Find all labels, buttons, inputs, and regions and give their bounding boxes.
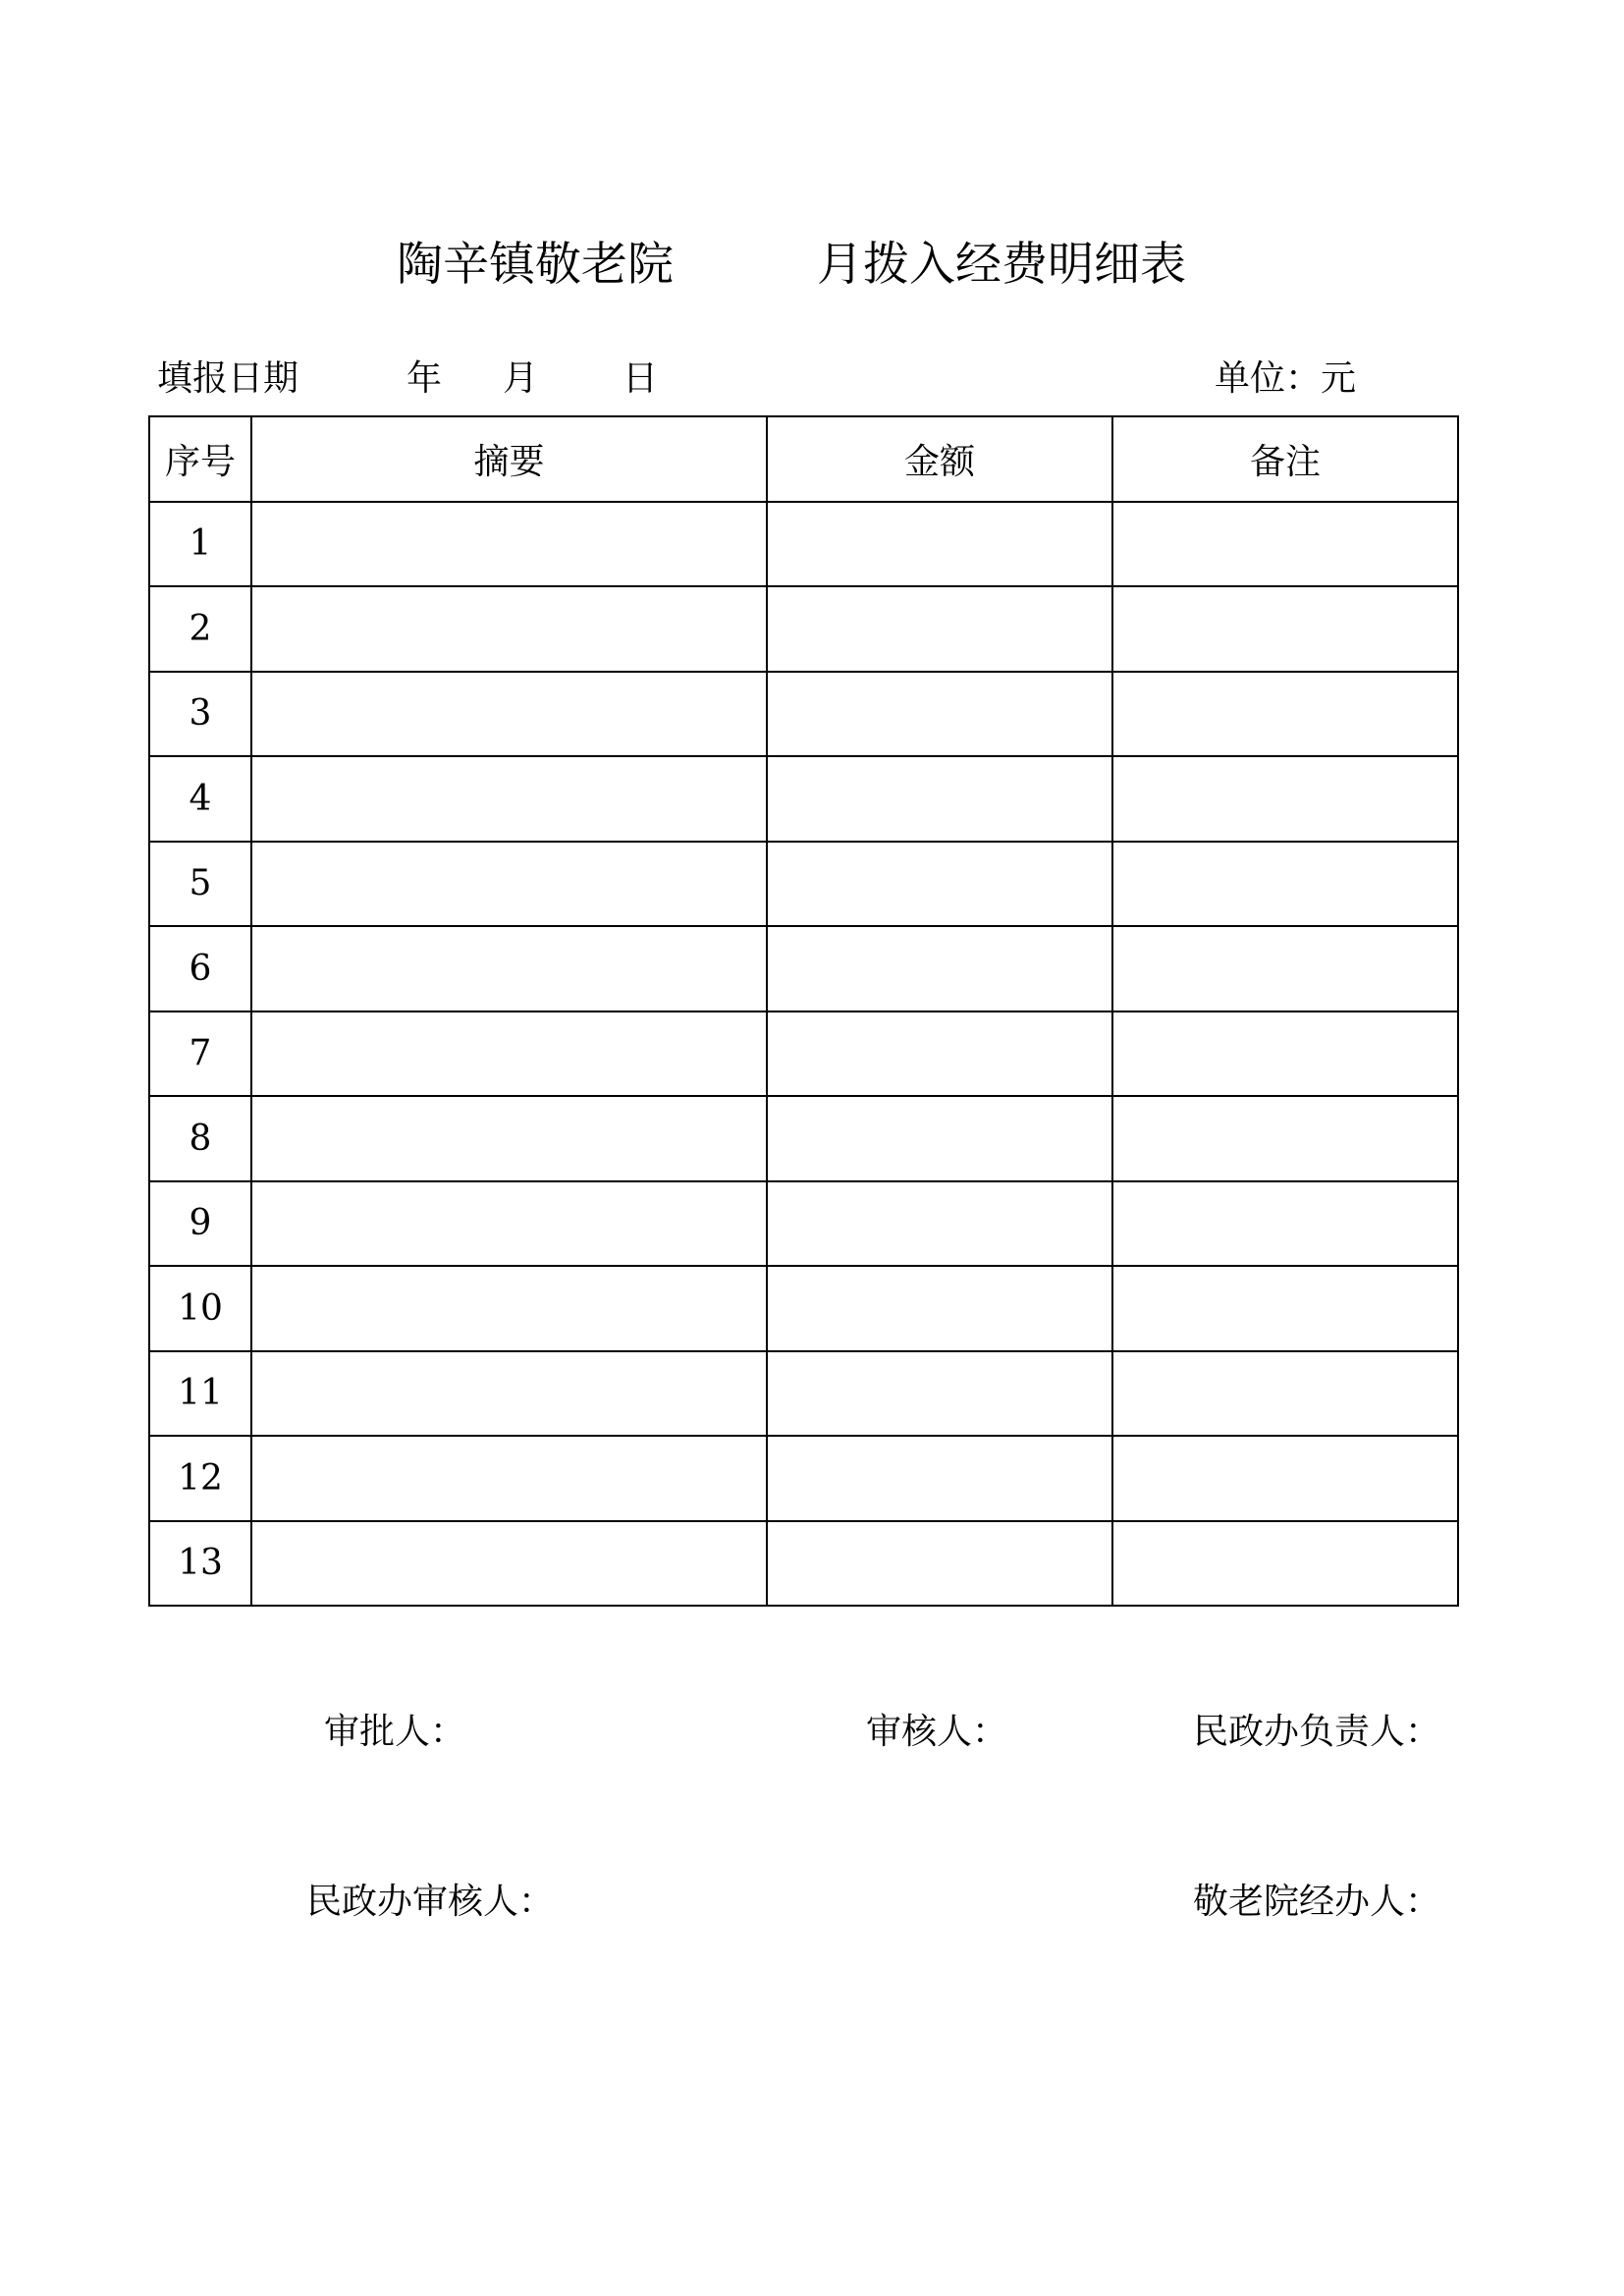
day-label: 日 <box>623 358 659 399</box>
remark-cell[interactable] <box>1112 672 1458 757</box>
remark-cell[interactable] <box>1112 926 1458 1011</box>
remark-cell[interactable] <box>1112 586 1458 672</box>
signature-civil-affairs-reviewer: 民政办审核人： <box>306 1882 555 1922</box>
table-body <box>149 502 1458 1607</box>
header-amount: 金额 <box>767 416 1112 502</box>
amount-cell[interactable] <box>767 756 1112 842</box>
row-number-cell: 12 <box>149 1436 251 1521</box>
amount-cell[interactable] <box>767 1436 1112 1521</box>
row-number-cell: 2 <box>149 586 251 672</box>
amount-cell[interactable] <box>767 1351 1112 1437</box>
summary-cell[interactable] <box>251 586 767 672</box>
remark-cell[interactable] <box>1112 1181 1458 1267</box>
document-title-name: 月拨入经费明细表 <box>817 238 1186 292</box>
table-row <box>149 756 1458 842</box>
table-row <box>149 672 1458 757</box>
table-row <box>149 1181 1458 1267</box>
fill-date-label: 填报日期 <box>157 358 299 399</box>
remark-cell[interactable] <box>1112 756 1458 842</box>
table-row <box>149 1096 1458 1181</box>
summary-cell[interactable] <box>251 1096 767 1181</box>
summary-cell[interactable] <box>251 842 767 927</box>
summary-cell[interactable] <box>251 756 767 842</box>
remark-cell[interactable] <box>1112 1011 1458 1097</box>
month-label: 月 <box>503 358 539 399</box>
remark-cell[interactable] <box>1112 1096 1458 1181</box>
signature-reviewer: 审核人： <box>866 1712 1008 1752</box>
table-row <box>149 586 1458 672</box>
remark-cell[interactable] <box>1112 1266 1458 1351</box>
row-number-cell: 3 <box>149 672 251 757</box>
row-number-cell: 4 <box>149 756 251 842</box>
row-number-cell: 7 <box>149 1011 251 1097</box>
table-row <box>149 1436 1458 1521</box>
summary-cell[interactable] <box>251 1181 767 1267</box>
remark-cell[interactable] <box>1112 1436 1458 1521</box>
summary-cell[interactable] <box>251 1521 767 1607</box>
amount-cell[interactable] <box>767 672 1112 757</box>
year-label: 年 <box>406 358 443 399</box>
amount-cell[interactable] <box>767 1521 1112 1607</box>
row-number-cell: 8 <box>149 1096 251 1181</box>
table-row <box>149 1521 1458 1607</box>
signature-approver: 审批人： <box>324 1712 466 1752</box>
remark-cell[interactable] <box>1112 1521 1458 1607</box>
remark-cell[interactable] <box>1112 842 1458 927</box>
header-remark: 备注 <box>1112 416 1458 502</box>
summary-cell[interactable] <box>251 672 767 757</box>
unit-label: 单位：元 <box>1215 358 1357 399</box>
remark-cell[interactable] <box>1112 1351 1458 1437</box>
amount-cell[interactable] <box>767 1266 1112 1351</box>
table-row <box>149 1266 1458 1351</box>
signature-civil-affairs-head: 民政办负责人： <box>1193 1712 1441 1752</box>
amount-cell[interactable] <box>767 586 1112 672</box>
row-number-cell: 9 <box>149 1181 251 1267</box>
amount-cell[interactable] <box>767 1096 1112 1181</box>
document-title-org: 陶辛镇敬老院 <box>397 238 674 292</box>
table-row <box>149 842 1458 927</box>
summary-cell[interactable] <box>251 1011 767 1097</box>
signature-home-handler: 敬老院经办人： <box>1193 1882 1441 1922</box>
amount-cell[interactable] <box>767 926 1112 1011</box>
header-summary: 摘要 <box>251 416 767 502</box>
table-header-row <box>149 416 1458 502</box>
table-row <box>149 1011 1458 1097</box>
summary-cell[interactable] <box>251 926 767 1011</box>
amount-cell[interactable] <box>767 502 1112 587</box>
table-row <box>149 502 1458 587</box>
amount-cell[interactable] <box>767 842 1112 927</box>
row-number-cell: 10 <box>149 1266 251 1351</box>
row-number-cell: 5 <box>149 842 251 927</box>
funding-detail-table <box>148 415 1459 1607</box>
amount-cell[interactable] <box>767 1181 1112 1267</box>
row-number-cell: 6 <box>149 926 251 1011</box>
summary-cell[interactable] <box>251 1436 767 1521</box>
row-number-cell: 11 <box>149 1351 251 1437</box>
summary-cell[interactable] <box>251 1351 767 1437</box>
summary-cell[interactable] <box>251 502 767 587</box>
header-no: 序号 <box>149 416 251 502</box>
row-number-cell: 1 <box>149 502 251 587</box>
row-number-cell: 13 <box>149 1521 251 1607</box>
summary-cell[interactable] <box>251 1266 767 1351</box>
amount-cell[interactable] <box>767 1011 1112 1097</box>
remark-cell[interactable] <box>1112 502 1458 587</box>
table-row <box>149 1351 1458 1437</box>
table-row <box>149 926 1458 1011</box>
